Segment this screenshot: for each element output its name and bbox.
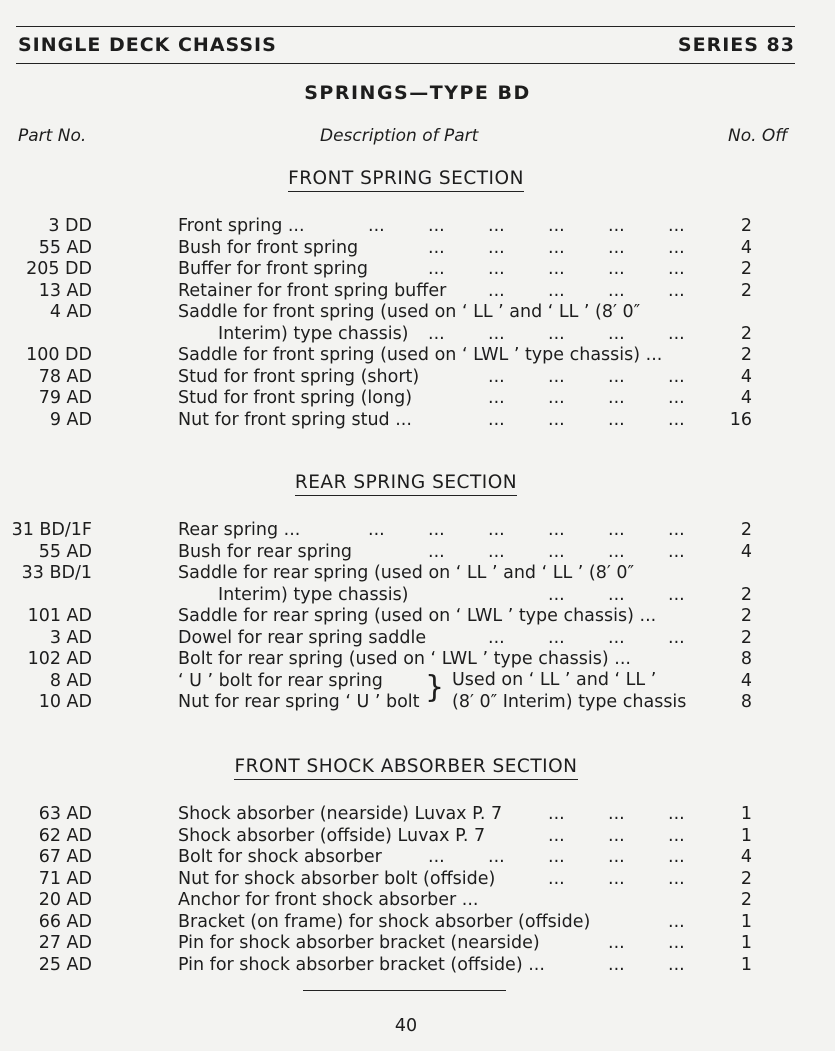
leader-dots: ... [488, 237, 505, 258]
part-description: Bush for rear spring [178, 541, 353, 562]
leader-dots: ... [548, 847, 565, 867]
leader-dots: ... [548, 520, 565, 540]
quantity: 2 [740, 606, 752, 626]
leader-dots: ... [428, 323, 445, 344]
leader-dots: ... [548, 804, 565, 824]
leader-dots: ... [548, 323, 565, 344]
leader-dots: ... [608, 541, 625, 562]
part-number: 55 AD [38, 541, 92, 562]
leader-dots: ... [608, 825, 625, 846]
part-description: Retainer for front spring buffer [178, 280, 447, 301]
leader-dots: ... [548, 280, 565, 301]
page-number: 40 [394, 1016, 418, 1036]
part-description: Bush for front spring [178, 237, 359, 258]
leader-dots: ... [608, 366, 625, 387]
leader-dots: ... [608, 804, 625, 824]
leader-dots: ... [608, 584, 625, 605]
part-number: 205 DD [26, 259, 92, 279]
leader-dots: ... [548, 388, 565, 408]
leader-dots: ... [548, 868, 565, 889]
part-number: 67 AD [38, 847, 92, 867]
quantity: 1 [740, 933, 752, 953]
leader-dots: ... [368, 216, 385, 236]
column-header-description: Description of Part [320, 126, 479, 146]
part-description: Saddle for front spring (used on ‘ LL ’ and ‘ LL ’ (8′ 0″ [178, 302, 641, 322]
part-description: Nut for shock absorber bolt (offside) [178, 868, 496, 889]
leader-dots: ... [488, 520, 505, 540]
leader-dots: ... [608, 933, 625, 953]
quantity: 8 [740, 692, 752, 712]
leader-dots: ... [608, 216, 625, 236]
quantity: 4 [740, 366, 752, 387]
header-rule [16, 63, 795, 64]
part-description: Interim) type chassis) [218, 584, 409, 605]
leader-dots: ... [548, 541, 565, 562]
table-row [0, 388, 835, 410]
part-description: Saddle for rear spring (used on ‘ LL ’ and ‘ LL ’ (8′ 0″ [178, 563, 635, 583]
leader-dots: ... [428, 259, 445, 279]
table-row [0, 216, 835, 238]
part-description: Nut for front spring stud ... [178, 409, 412, 430]
header-title: SINGLE DECK CHASSIS [18, 34, 277, 56]
end-rule [303, 990, 506, 991]
table-row [0, 606, 835, 628]
column-header-qty: No. Off [728, 126, 788, 146]
leader-dots: ... [548, 627, 565, 648]
leader-dots: ... [668, 366, 685, 387]
leader-dots: ... [608, 409, 625, 430]
leader-dots: ... [608, 259, 625, 279]
leader-dots: ... [608, 847, 625, 867]
table-row [0, 671, 835, 693]
part-description: Saddle for rear spring (used on ‘ LWL ’ type chassis) ... [178, 606, 657, 626]
table-row [0, 324, 835, 346]
part-number: 13 AD [38, 280, 92, 301]
leader-dots: ... [488, 847, 505, 867]
part-number: 55 AD [38, 237, 92, 258]
leader-dots: ... [488, 627, 505, 648]
brace-note-line2: (8′ 0″ Interim) type chassis [452, 692, 687, 712]
leader-dots: ... [668, 520, 685, 540]
table-row [0, 542, 835, 564]
part-number: 33 BD/1 [21, 563, 92, 583]
leader-dots: ... [548, 216, 565, 236]
quantity: 2 [740, 259, 752, 279]
part-description: Stud for front spring (short) [178, 366, 420, 387]
part-number: 63 AD [38, 804, 92, 824]
part-number: 3 AD [49, 627, 92, 648]
quantity: 1 [740, 911, 752, 932]
quantity: 2 [740, 890, 752, 910]
leader-dots: ... [668, 216, 685, 236]
section-title-front-spring: FRONT SPRING SECTION [0, 168, 812, 189]
column-header-part: Part No. [18, 126, 87, 146]
quantity: 4 [740, 541, 752, 562]
table-row [0, 345, 835, 367]
part-number: 62 AD [38, 825, 92, 846]
top-rule [16, 26, 795, 27]
table-row [0, 302, 835, 324]
leader-dots: ... [608, 388, 625, 408]
leader-dots: ... [668, 388, 685, 408]
table-row [0, 890, 835, 912]
table-row [0, 804, 835, 826]
leader-dots: ... [608, 627, 625, 648]
leader-dots: ... [608, 868, 625, 889]
part-number: 27 AD [38, 933, 92, 953]
leader-dots: ... [488, 409, 505, 430]
quantity: 2 [740, 280, 752, 301]
part-number: 78 AD [38, 366, 92, 387]
leader-dots: ... [548, 409, 565, 430]
leader-dots: ... [368, 520, 385, 540]
leader-dots: ... [428, 216, 445, 236]
leader-dots: ... [668, 409, 685, 430]
quantity: 1 [740, 954, 752, 975]
leader-dots: ... [488, 366, 505, 387]
part-description: Front spring ... [178, 216, 305, 236]
section-title-rear-spring: REAR SPRING SECTION [0, 472, 812, 493]
part-description: Saddle for front spring (used on ‘ LWL ’ type chassis) ... [178, 345, 663, 365]
brace-note-line1: Used on ‘ LL ’ and ‘ LL ’ [452, 670, 657, 690]
part-description: Bolt for rear spring (used on ‘ LWL ’ type chassis) ... [178, 649, 631, 669]
table-row [0, 628, 835, 650]
quantity: 2 [740, 216, 752, 236]
page-title: SPRINGS—TYPE BD [304, 82, 531, 104]
leader-dots: ... [668, 868, 685, 889]
part-number: 4 AD [49, 302, 92, 322]
table-row [0, 238, 835, 260]
leader-dots: ... [668, 804, 685, 824]
quantity: 2 [740, 584, 752, 605]
table-row [0, 649, 835, 671]
leader-dots: ... [548, 259, 565, 279]
part-number: 8 AD [49, 670, 92, 691]
part-description: Shock absorber (offside) Luvax P. 7 [178, 825, 486, 846]
section-title-front-shock-absorber: FRONT SHOCK ABSORBER SECTION [0, 756, 812, 777]
leader-dots: ... [608, 323, 625, 344]
quantity: 4 [740, 237, 752, 258]
leader-dots: ... [488, 388, 505, 408]
part-number: 101 AD [27, 606, 92, 626]
part-number: 100 DD [26, 345, 92, 365]
leader-dots: ... [428, 847, 445, 867]
leader-dots: ... [488, 323, 505, 344]
quantity: 1 [740, 825, 752, 846]
leader-dots: ... [488, 259, 505, 279]
part-description: Interim) type chassis) [218, 323, 409, 344]
leader-dots: ... [668, 825, 685, 846]
quantity: 4 [740, 670, 752, 691]
leader-dots: ... [668, 911, 685, 932]
part-description: Nut for rear spring ‘ U ’ bolt [178, 692, 420, 712]
leader-dots: ... [668, 627, 685, 648]
leader-dots: ... [608, 520, 625, 540]
leader-dots: ... [668, 541, 685, 562]
part-number: 102 AD [27, 649, 92, 669]
quantity: 2 [740, 345, 752, 365]
leader-dots: ... [548, 825, 565, 846]
leader-dots: ... [608, 954, 625, 975]
quantity: 2 [740, 520, 752, 540]
table-row [0, 367, 835, 389]
leader-dots: ... [548, 366, 565, 387]
quantity: 2 [740, 868, 752, 889]
leader-dots: ... [608, 280, 625, 301]
leader-dots: ... [668, 954, 685, 975]
leader-dots: ... [608, 237, 625, 258]
quantity: 4 [740, 847, 752, 867]
leader-dots: ... [428, 237, 445, 258]
quantity: 2 [740, 323, 752, 344]
leader-dots: ... [668, 323, 685, 344]
quantity: 2 [740, 627, 752, 648]
quantity: 8 [740, 649, 752, 669]
leader-dots: ... [428, 541, 445, 562]
leader-dots: ... [428, 520, 445, 540]
table-row [0, 955, 835, 977]
part-description: Buffer for front spring [178, 259, 368, 279]
quantity: 16 [729, 409, 752, 430]
part-description: Pin for shock absorber bracket (offside) ... [178, 954, 545, 975]
part-description: Bolt for shock absorber [178, 847, 382, 867]
table-row [0, 869, 835, 891]
part-number: 3 DD [48, 216, 92, 236]
table-row [0, 826, 835, 848]
header-series: SERIES 83 [677, 34, 795, 56]
table-row [0, 585, 835, 607]
part-description: ‘ U ’ bolt for rear spring [178, 670, 383, 691]
leader-dots: ... [488, 280, 505, 301]
brace-glyph: } [425, 670, 445, 705]
quantity: 1 [740, 804, 752, 824]
part-number: 31 BD/1F [11, 520, 92, 540]
table-row [0, 520, 835, 542]
table-row [0, 259, 835, 281]
part-number: 66 AD [38, 911, 92, 932]
part-number: 20 AD [38, 890, 92, 910]
table-row [0, 692, 835, 714]
part-description: Pin for shock absorber bracket (nearside) [178, 933, 540, 953]
leader-dots: ... [668, 847, 685, 867]
leader-dots: ... [548, 584, 565, 605]
part-number: 25 AD [38, 954, 92, 975]
leader-dots: ... [488, 541, 505, 562]
leader-dots: ... [488, 216, 505, 236]
table-row [0, 563, 835, 585]
part-description: Dowel for rear spring saddle [178, 627, 427, 648]
leader-dots: ... [668, 933, 685, 953]
part-description: Anchor for front shock absorber ... [178, 890, 479, 910]
quantity: 4 [740, 388, 752, 408]
part-number: 71 AD [38, 868, 92, 889]
part-description: Shock absorber (nearside) Luvax P. 7 [178, 804, 503, 824]
leader-dots: ... [668, 259, 685, 279]
part-number: 10 AD [38, 692, 92, 712]
part-number: 9 AD [49, 409, 92, 430]
leader-dots: ... [548, 237, 565, 258]
table-row [0, 281, 835, 303]
leader-dots: ... [668, 237, 685, 258]
part-description: Stud for front spring (long) [178, 388, 413, 408]
table-row [0, 912, 835, 934]
table-row [0, 933, 835, 955]
table-row [0, 410, 835, 432]
part-number: 79 AD [38, 388, 92, 408]
part-description: Rear spring ... [178, 520, 301, 540]
part-description: Bracket (on frame) for shock absorber (offside) [178, 911, 591, 932]
leader-dots: ... [668, 280, 685, 301]
leader-dots: ... [668, 584, 685, 605]
table-row [0, 847, 835, 869]
